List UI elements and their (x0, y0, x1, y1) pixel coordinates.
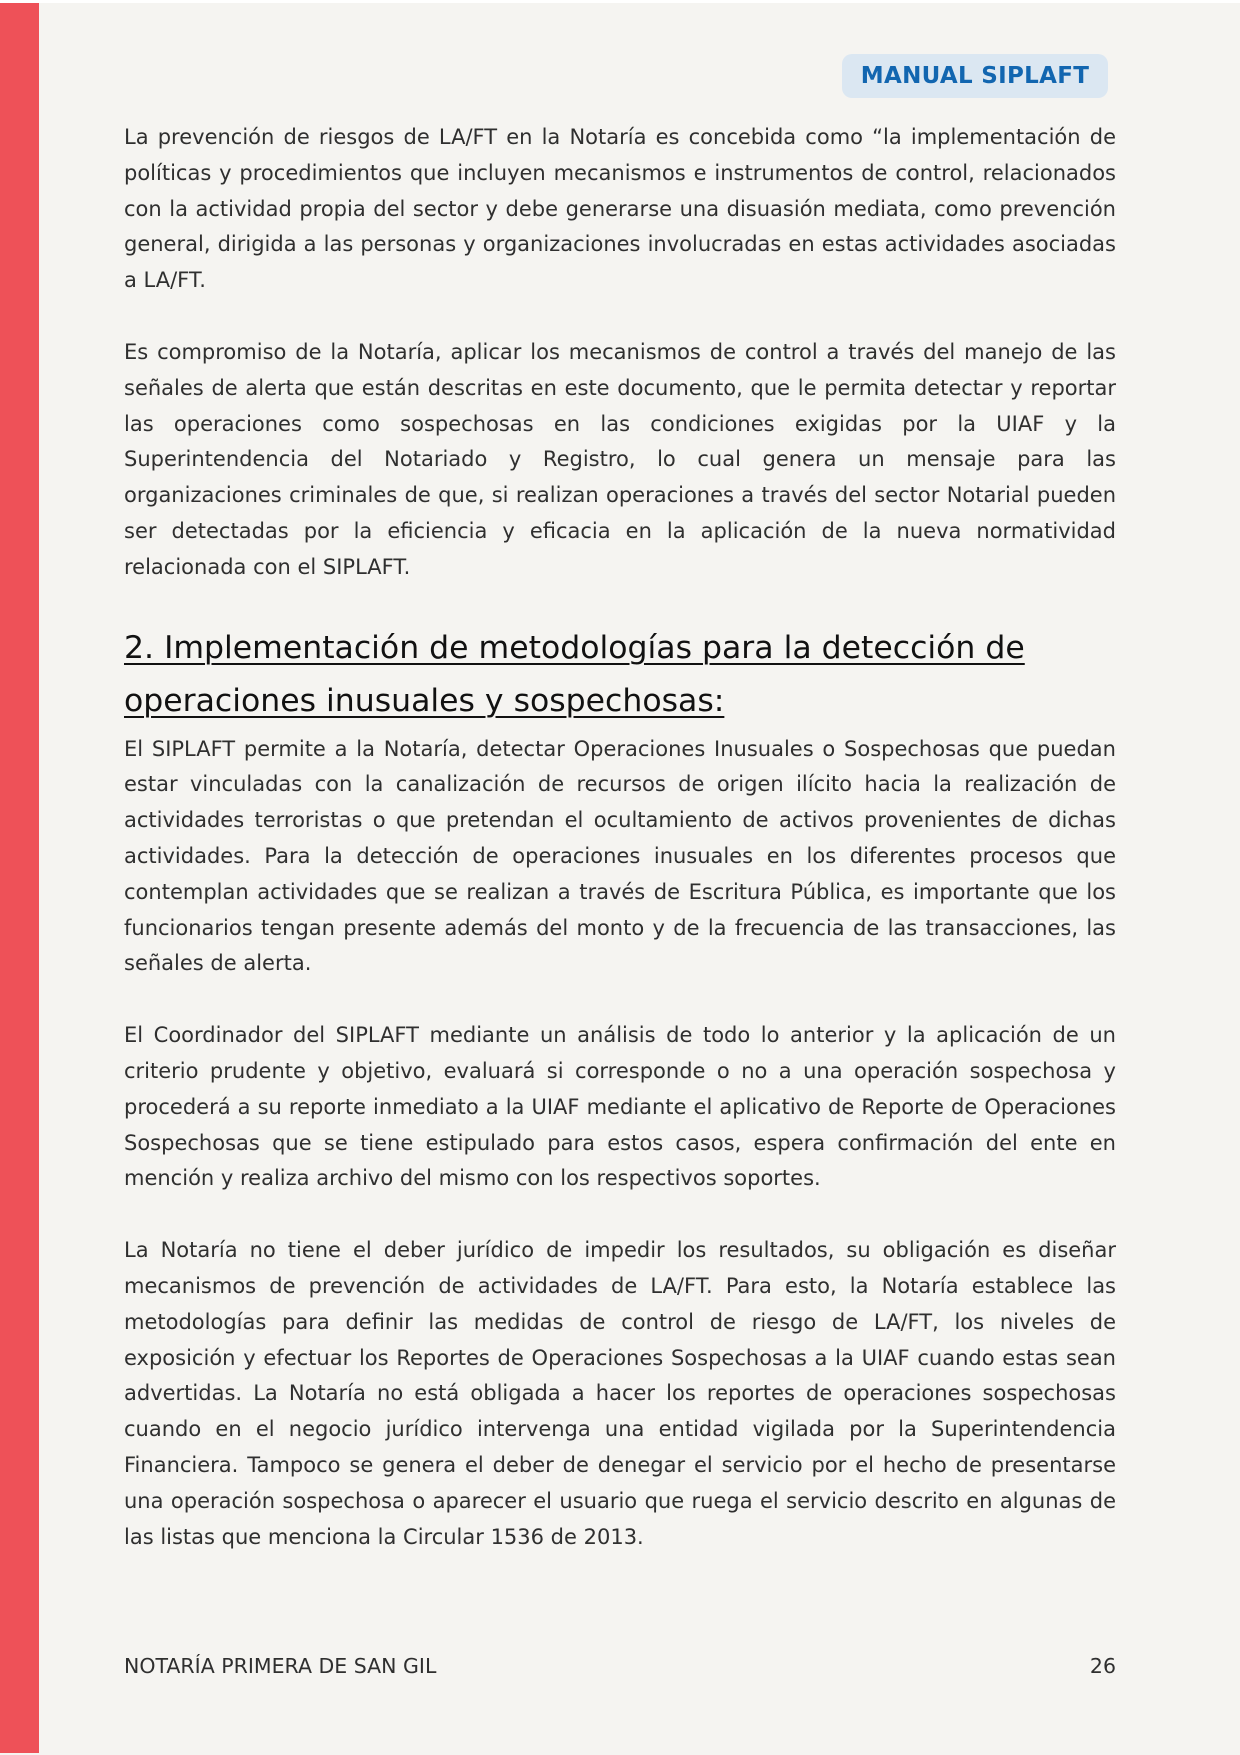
paragraph-detection: El SIPLAFT permite a la Notaría, detectar Operaciones Inusuales o Sospechosas que puedan estar vinculadas con la canalización de recursos de origen ilícito hacia la realización de actividades terroristas o que pretendan el ocultamiento de activos provenientes de dichas actividades. Para la detección de operaciones inusuales en los diferentes procesos que contemplan actividades que se realizan a través de Escritura Pública, es importante que los funcionarios tengan presente además del monto y de la frecuencia de las transacciones, las señales de alerta. (124, 736, 1116, 976)
header-badge-label: MANUAL SIPLAFT (860, 63, 1090, 89)
page-footer (124, 1654, 1116, 1678)
paragraph-prevention: La prevención de riesgos de LA/FT en la Notaría es concebida como “la implementación de políticas y procedimientos que incluyen mecanismos e instrumentos de control, relacionados con la actividad propia del sector y debe generarse una disuasión mediata, como prevención general, dirigida a las personas y organizaciones involucradas en estas actividades asociadas a LA/FT. (124, 125, 1116, 293)
header-badge (842, 54, 1108, 98)
paragraph-coordinator: El Coordinador del SIPLAFT mediante un análisis de todo lo anterior y la aplicación de un criterio prudente y objetivo, evaluará si corresponde o no a una operación sospechosa y procederá a su reporte inmediato a la UIAF mediante el aplicativo de Reporte de Operaciones Sospechosas que se tiene estipulado para estos casos, espera confirmación del ente en mención y realiza archivo del mismo con los respectivos soportes. (124, 1023, 1116, 1191)
page-top-edge (0, 0, 1240, 3)
side-accent-bar (0, 3, 39, 1753)
footer-organization: NOTARÍA PRIMERA DE SAN GIL (124, 1654, 437, 1678)
page-content (124, 120, 1116, 1591)
paragraph-obligation: La Notaría no tiene el deber jurídico de impedir los resultados, su obligación es diseñar mecanismos de prevención de actividades de LA/FT. Para esto, la Notaría establece las metodologías para definir las medidas de control de riesgo de LA/FT, los niveles de exposición y efectuar los Reportes de Operaciones Sospechosas a la UIAF cuando estas sean advertidas. La Notaría no está obligada a hacer los reportes de operaciones sospechosas cuando en el negocio jurídico intervenga una entidad vigilada por la Superintendencia Financiera. Tampoco se genera el deber de denegar el servicio por el hecho de presentarse una operación sospechosa o aparecer el usuario que ruega el servicio descrito en algunas de las listas que menciona la Circular 1536 de 2013. (124, 1238, 1116, 1549)
paragraph-commitment: Es compromiso de la Notaría, aplicar los mecanismos de control a través del manejo de las señales de alerta que están descritas en este documento, que le permita detectar y reportar las operaciones como sospechosas en las condiciones exigidas por la UIAF y la Superintendencia del Notariado y Registro, lo cual genera un mensaje para las organizaciones criminales de que, si realizan operaciones a través del sector Notarial pueden ser detectadas por la eficiencia y eficacia en la aplicación de la nueva normatividad relacionada con el SIPLAFT. (124, 339, 1116, 579)
section-heading: 2. Implementación de metodologías para la detección de operaciones inusuales y sospechosas: (124, 629, 1025, 719)
page-number: 26 (1089, 1654, 1116, 1678)
